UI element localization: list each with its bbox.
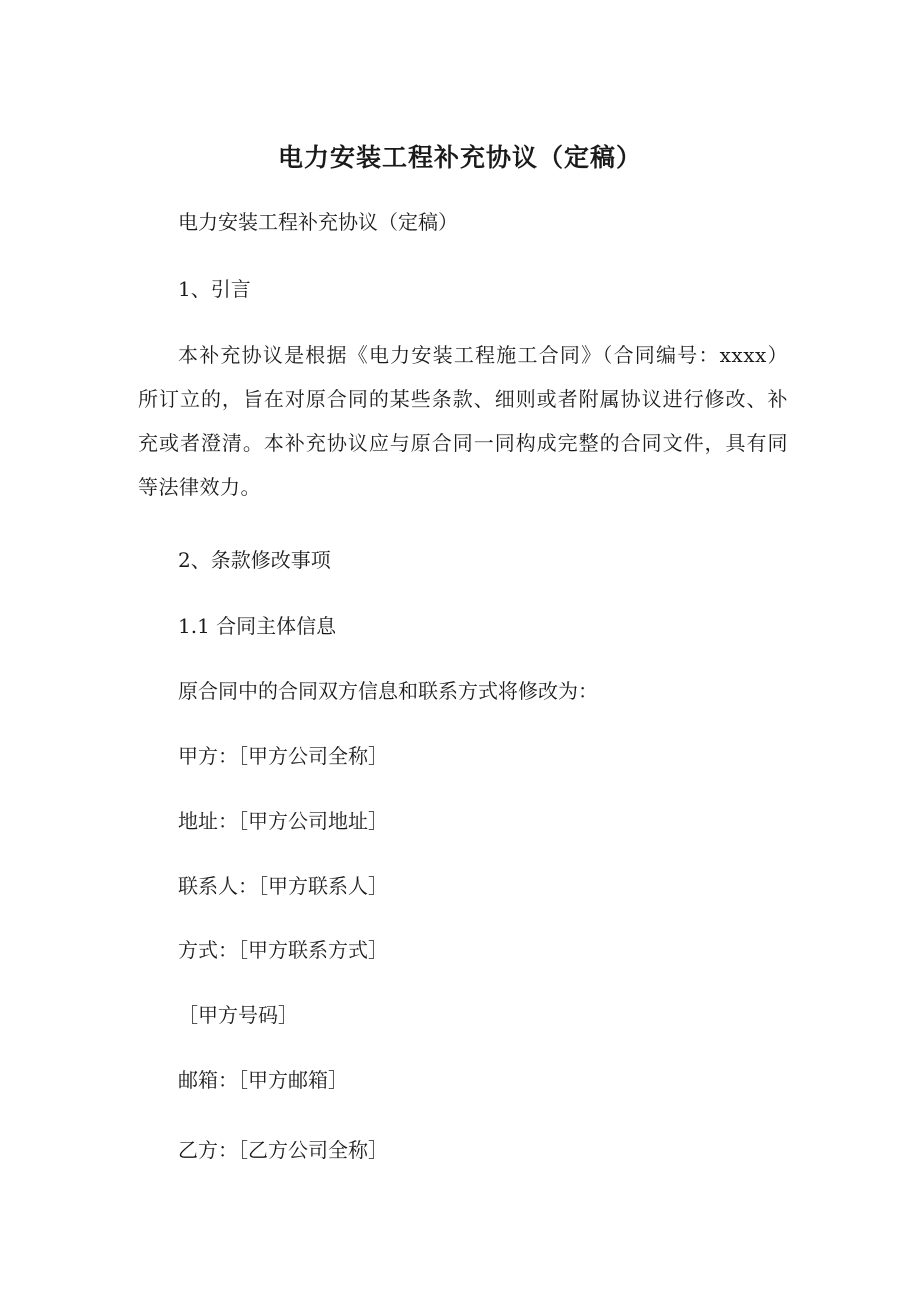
party-a-contact: 联系人：［甲方联系人］ <box>178 874 388 898</box>
party-a-name: 甲方：［甲方公司全称］ <box>178 744 388 768</box>
document-subtitle: 电力安装工程补充协议（定稿） <box>178 210 458 234</box>
section-1-heading: 1、引言 <box>178 277 251 301</box>
subsection-1-1-heading: 1.1 合同主体信息 <box>178 614 337 638</box>
party-a-address: 地址：［甲方公司地址］ <box>178 809 388 833</box>
party-a-method: 方式：［甲方联系方式］ <box>178 938 388 962</box>
section-2-heading: 2、条款修改事项 <box>178 548 331 572</box>
document-title: 电力安装工程补充协议（定稿） <box>277 143 642 172</box>
intro-line: 原合同中的合同双方信息和联系方式将修改为： <box>178 679 598 703</box>
party-b-name: 乙方：［乙方公司全称］ <box>178 1138 388 1162</box>
party-a-email: 邮箱：［甲方邮箱］ <box>178 1068 348 1092</box>
party-a-phone: ［甲方号码］ <box>178 1003 298 1027</box>
section-1-paragraph: 本补充协议是根据《电力安装工程施工合同》（合同编号：xxxx）所订立的，旨在对原合同的某些条款、细则或者附属协议进行修改、补充或者澄清。本补充协议应与原合同一同构成完整的合同文件，具有同等法律效力。 <box>138 343 788 499</box>
